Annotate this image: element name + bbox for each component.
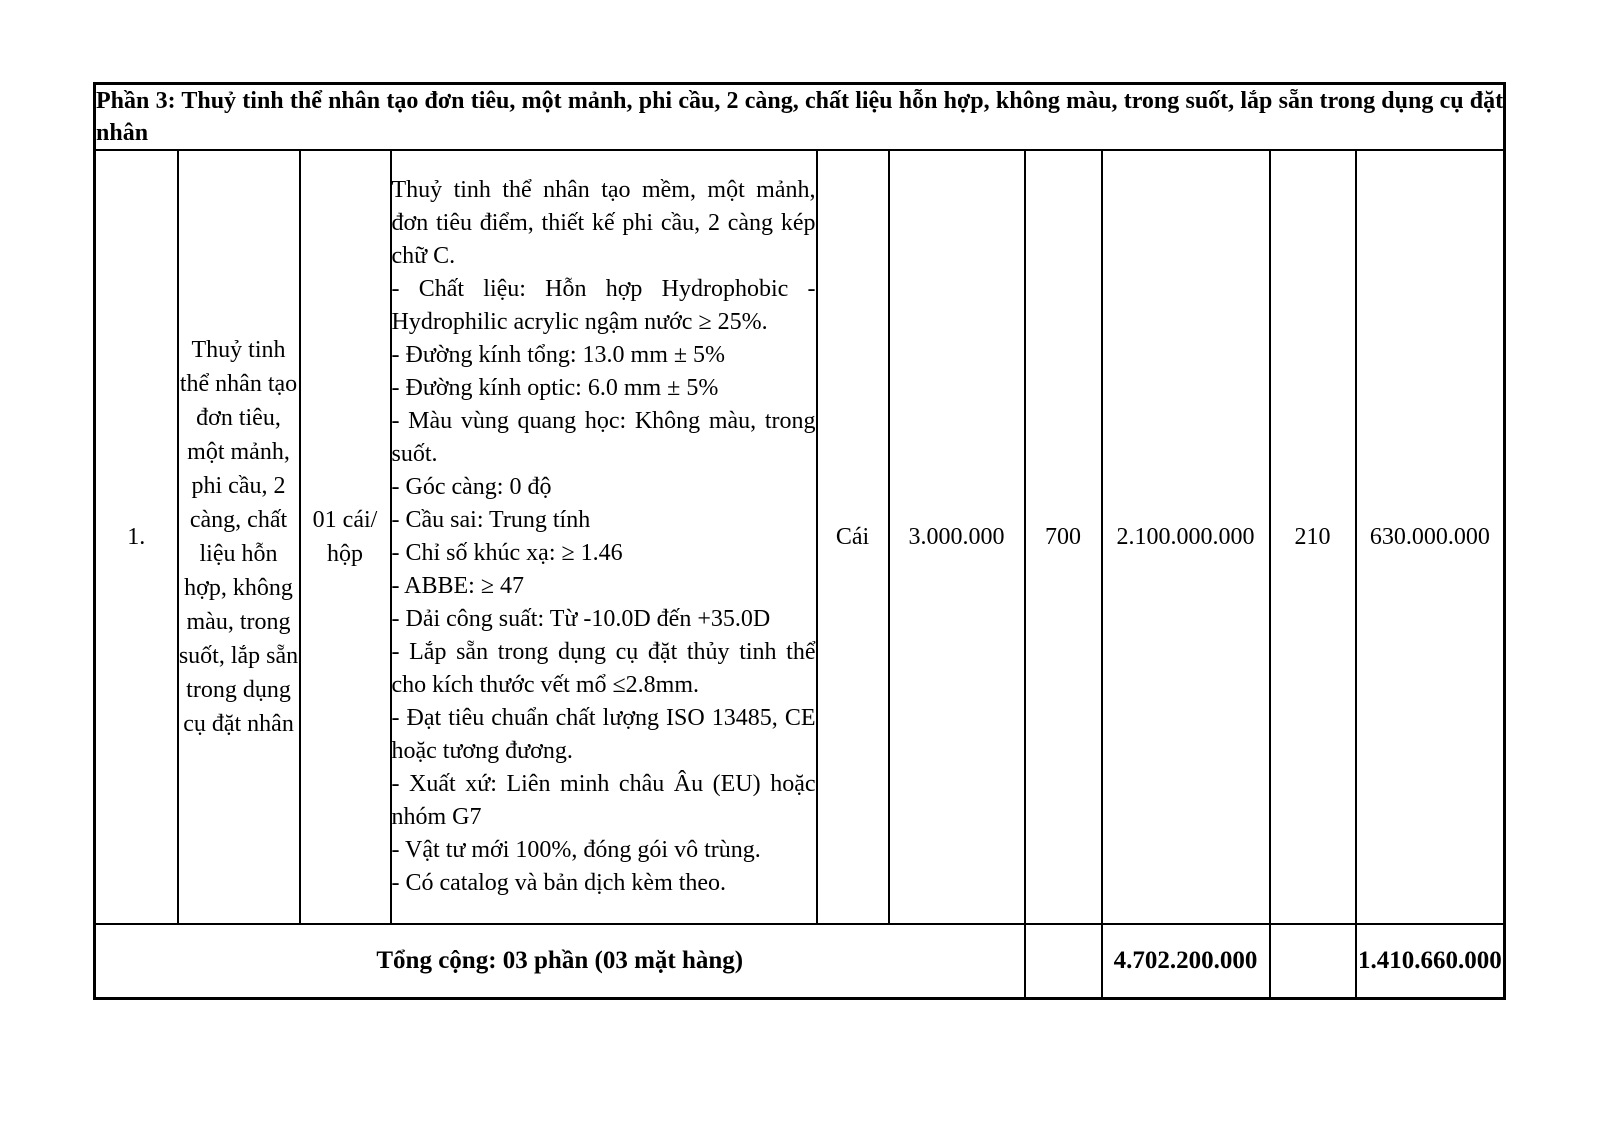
spec-line: - Xuất xứ: Liên minh châu Âu (EU) hoặc nhóm G7 [391,771,816,830]
item-quantity-b-cell: 210 [1270,150,1356,924]
spec-line: - Lắp sẵn trong dụng cụ đặt thủy tinh thể cho kích thước vết mổ ≤2.8mm. [391,639,816,698]
item-name-cell: Thuỷ tinh thể nhân tạo đơn tiêu, một mảnh, phi cầu, 2 càng, chất liệu hỗn hợp, không màu, trong suốt, lắp sẵn trong dụng cụ đặt nhân [178,150,300,924]
summary-row [95,924,1505,998]
item-specs-cell [391,150,817,924]
item-packing-cell: 01 cái/ hộp [300,150,391,924]
spec-line: - Dải công suất: Từ -10.0D đến +35.0D [391,606,771,632]
summary-label-cell: Tổng cộng: 03 phần (03 mặt hàng) [95,924,1025,998]
spec-line: - Vật tư mới 100%, đóng gói vô trùng. [391,837,761,863]
procurement-table [93,82,1506,1000]
spec-line: - Chỉ số khúc xạ: ≥ 1.46 [391,540,623,566]
spec-line: - Đường kính optic: 6.0 mm ± 5% [391,375,719,401]
spec-line: - Góc càng: 0 độ [391,474,552,500]
spec-line: - Cầu sai: Trung tính [391,507,591,533]
spec-line: - ABBE: ≥ 47 [391,573,525,599]
section-header: Phần 3: Thuỷ tinh thể nhân tạo đơn tiêu, một mảnh, phi cầu, 2 càng, chất liệu hỗn hợp, không màu, trong suốt, lắp sẵn trong dụng cụ đặt nhân [95,84,1505,151]
item-subtotal-b-cell: 630.000.000 [1356,150,1505,924]
item-unit-cell: Cái [817,150,889,924]
spec-line: - Màu vùng quang học: Không màu, trong suốt. [391,408,816,467]
spec-line: Thuỷ tinh thể nhân tạo mềm, một mảnh, đơn tiêu điểm, thiết kế phi cầu, 2 càng kép chữ C. [391,177,816,269]
item-row [95,150,1505,924]
summary-empty-quantity-a-cell [1025,924,1102,998]
spec-line: - Chất liệu: Hỗn hợp Hydrophobic - Hydrophilic acrylic ngậm nước ≥ 25%. [391,276,816,335]
spec-line: - Đường kính tổng: 13.0 mm ± 5% [391,342,726,368]
item-unit-price-cell: 3.000.000 [889,150,1025,924]
item-index-cell: 1. [95,150,178,924]
summary-empty-quantity-b-cell [1270,924,1356,998]
item-subtotal-a-cell: 2.100.000.000 [1102,150,1270,924]
summary-total-b-cell: 1.410.660.000 [1356,924,1505,998]
summary-total-a-cell: 4.702.200.000 [1102,924,1270,998]
spec-line: - Có catalog và bản dịch kèm theo. [391,870,727,896]
spec-line: - Đạt tiêu chuẩn chất lượng ISO 13485, CE hoặc tương đương. [391,705,816,764]
item-quantity-a-cell: 700 [1025,150,1102,924]
section-header-row [95,84,1505,151]
